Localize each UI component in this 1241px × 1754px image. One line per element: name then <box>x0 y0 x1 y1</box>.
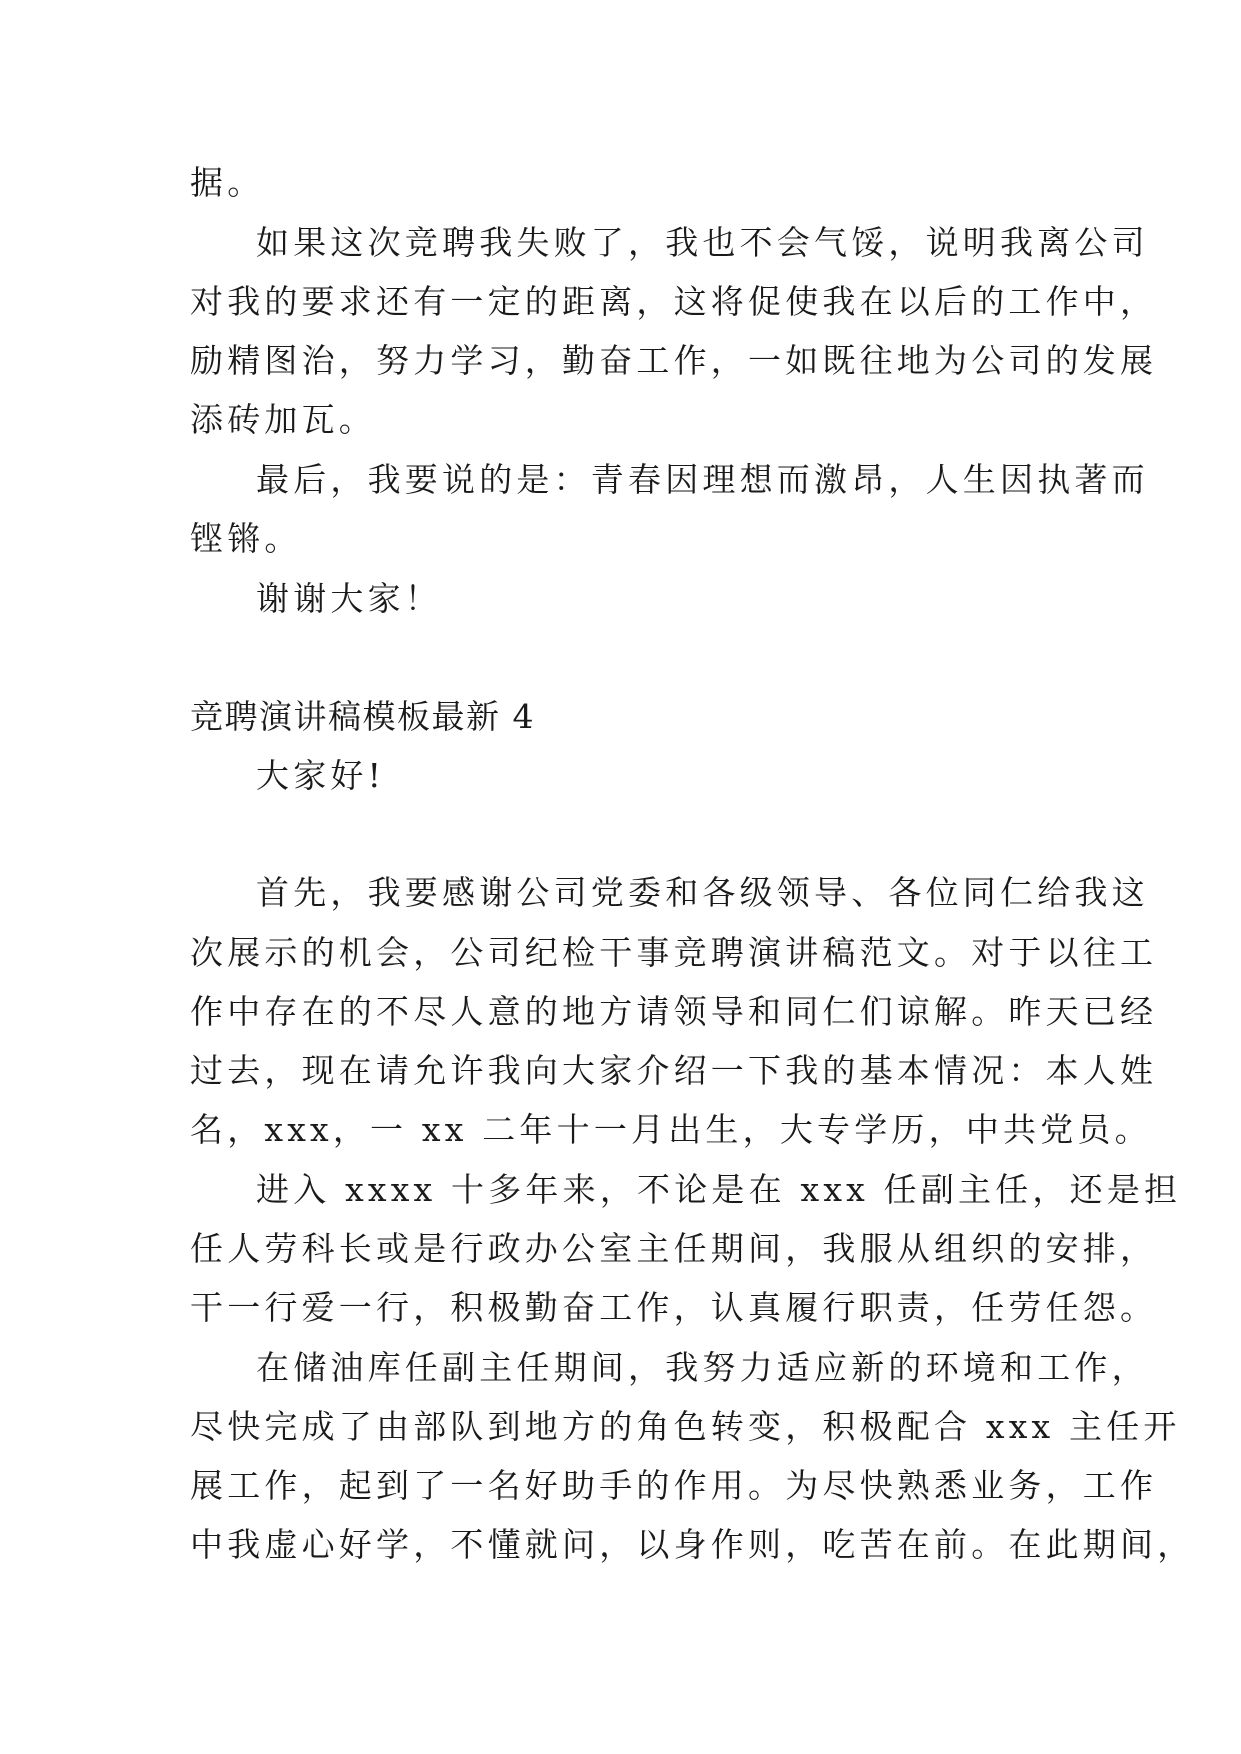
section-heading: 竞聘演讲稿模板最新 4 <box>190 697 535 736</box>
paragraph-career-line-2: 任人劳科长或是行政办公室主任期间，我服从组织的安排， <box>190 1229 1158 1268</box>
paragraph-intro-line-4: 过去，现在请允许我向大家介绍一下我的基本情况：本人姓 <box>190 1051 1158 1090</box>
paragraph-failure-line-3: 励精图治，努力学习，勤奋工作，一如既往地为公司的发展 <box>190 341 1158 380</box>
text-line-1: 据。 <box>190 163 265 202</box>
paragraph-intro-line-3: 作中存在的不尽人意的地方请领导和同仁们谅解。昨天已经 <box>190 992 1158 1031</box>
paragraph-failure-line-2: 对我的要求还有一定的距离，这将促使我在以后的工作中， <box>190 282 1158 321</box>
paragraph-intro-line-5: 名，xxx，一 xx 二年十一月出生，大专学历，中共党员。 <box>190 1110 1152 1149</box>
paragraph-career-line-1: 进入 xxxx 十多年来，不论是在 xxx 任副主任，还是担 <box>256 1170 1182 1209</box>
paragraph-intro-line-2: 次展示的机会，公司纪检干事竞聘演讲稿范文。对于以往工 <box>190 933 1158 972</box>
paragraph-intro-line-1: 首先，我要感谢公司党委和各级领导、各位同仁给我这 <box>256 873 1149 912</box>
paragraph-failure-line-4: 添砖加瓦。 <box>190 400 376 439</box>
thanks-line: 谢谢大家！ <box>256 579 442 618</box>
paragraph-depot-line-3: 展工作，起到了一名好助手的作用。为尽快熟悉业务，工作 <box>190 1466 1158 1505</box>
paragraph-depot-line-4: 中我虚心好学，不懂就问，以身作则，吃苦在前。在此期间， <box>190 1525 1195 1564</box>
paragraph-career-line-3: 干一行爱一行，积极勤奋工作，认真履行职责，任劳任怨。 <box>190 1288 1158 1327</box>
greeting-line: 大家好! <box>256 756 386 795</box>
paragraph-failure-line-1: 如果这次竞聘我失败了，我也不会气馁，说明我离公司 <box>256 223 1149 262</box>
paragraph-depot-line-2: 尽快完成了由部队到地方的角色转变，积极配合 xxx 主任开 <box>190 1407 1181 1446</box>
paragraph-depot-line-1: 在储油库任副主任期间，我努力适应新的环境和工作， <box>256 1348 1149 1387</box>
paragraph-closing-line-2: 铿锵。 <box>190 519 302 558</box>
paragraph-closing-line-1: 最后，我要说的是：青春因理想而激昂，人生因执著而 <box>256 460 1149 499</box>
